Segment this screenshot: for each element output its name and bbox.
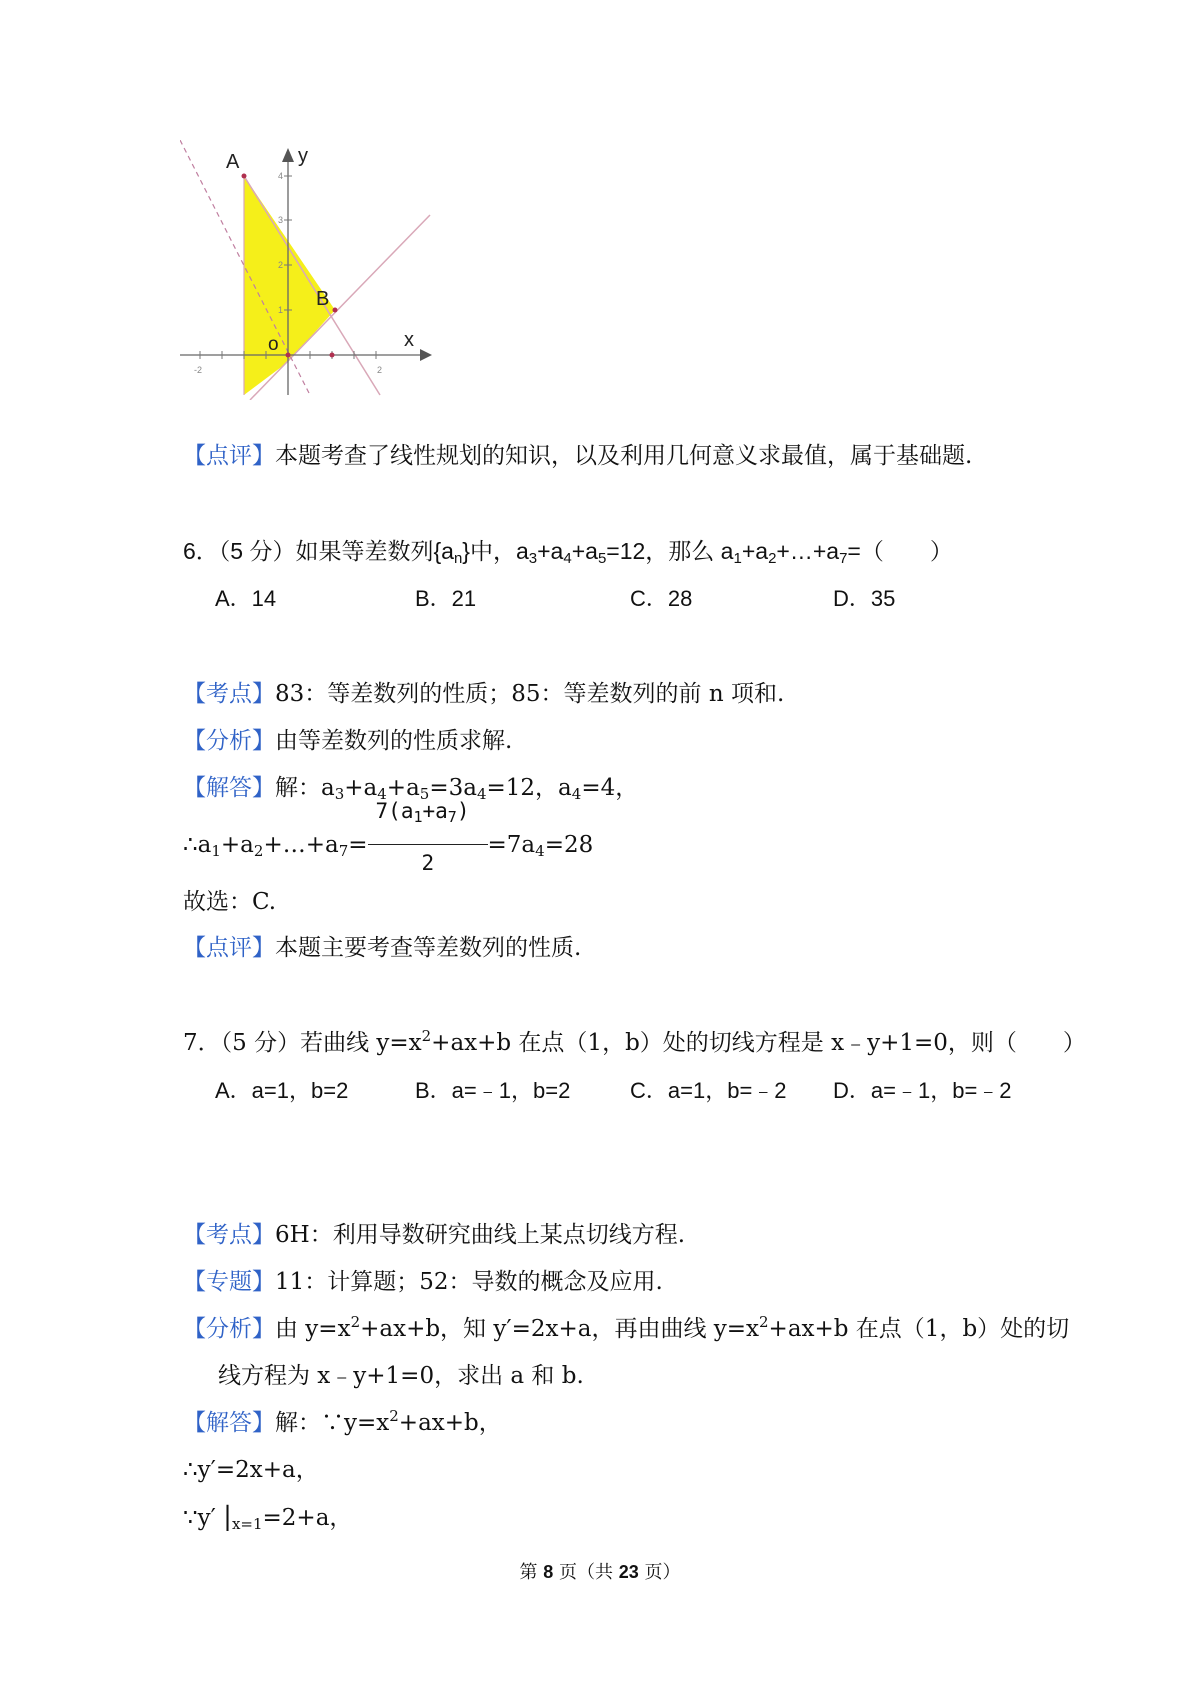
review-tag: 【点评】 [183, 443, 275, 469]
q7-answer: 【解答】解：$\because y=x^2+ax+b$， [183, 1407, 502, 1436]
q6-stem: 6．（5 分）如果等差数列$\{a_n\}$中，$a_3+a_4+a_5=12$，那么 $a_1+a_2+\dots+a_7=$（ ） [183, 538, 953, 567]
label-b: B [316, 288, 330, 310]
point-x2 [330, 353, 335, 358]
q7-stem: 7．（5 分）若曲线 $y=x^2+ax+b$ 在点（1，b）处的切线方程是 x﹣y+1=0，则（ ） [183, 1027, 1086, 1056]
page-footer: 第 8 页（共 23 页） [519, 1562, 681, 1583]
fraction: $\frac{7(a_1+a_7)}{2}$ [368, 830, 488, 860]
q6-option-d: D．35 [833, 586, 896, 611]
q6-review: 【点评】本题主要考查等差数列的性质. [183, 935, 582, 961]
q6-point: 【考点】83：等差数列的性质；85：等差数列的前 n 项和. [183, 681, 785, 707]
q6-analysis: 【分析】由等差数列的性质求解. [183, 728, 513, 754]
page-number: 8 [543, 1562, 554, 1582]
q7-option-b: B．a=﹣1，b=2 [415, 1078, 571, 1103]
tick-label-x-neg: -2 [194, 365, 203, 375]
q6-therefore: $\therefore a_1+a_2+\dots+a_7=$ $\frac{7(a_1+a_7)}{2}$ $=7a_4=28$ [183, 799, 594, 875]
q6-answer: 【解答】解：$a_3+a_4+a_5=3a_4=12$，$a_4=4$， [183, 775, 639, 803]
y-arrow [282, 148, 294, 162]
q7-analysis-line2: 线方程为 x﹣y+1=0，求出 a 和 b. [218, 1363, 584, 1389]
label-x: x [404, 329, 414, 351]
x-arrow [420, 349, 432, 361]
review-text: 本题考查了线性规划的知识，以及利用几何意义求最值，属于基础题. [275, 443, 973, 469]
q7-evaluate: ∵y′ $|_{x=1}=2+a$， [183, 1502, 353, 1533]
tick-label-y4: 4 [278, 171, 284, 181]
q6-choose: 故选：C. [183, 889, 277, 915]
total-pages: 23 [618, 1562, 639, 1582]
point-b [333, 308, 338, 313]
tick-label-x-pos: 2 [377, 365, 383, 375]
q6-option-c: C．28 [630, 586, 693, 611]
point-a [242, 174, 247, 179]
q7-option-c: C．a=1，b=﹣2 [630, 1078, 787, 1103]
q7-topic: 【专题】11：计算题；52：导数的概念及应用. [183, 1269, 663, 1295]
q6-option-a: A．14 [215, 586, 277, 611]
label-y: y [298, 145, 308, 167]
q7-derivative: ∴y′=2x+a， [183, 1457, 319, 1483]
tick-label-y3: 3 [278, 215, 284, 225]
tick-label-y2: 2 [278, 260, 284, 270]
linear-programming-figure [180, 140, 480, 400]
review-q5 [183, 441, 972, 471]
point-o [286, 353, 291, 358]
q7-point: 【考点】6H：利用导数研究曲线上某点切线方程. [183, 1222, 686, 1248]
q7-analysis: 【分析】由 $y=x^2+ax+b$，知 y′=2x+a，再由曲线 $y=x^2+ax+b$ 在点（1，b）处的切 [183, 1313, 1070, 1342]
q7-option-a: A．a=1，b=2 [215, 1078, 349, 1103]
feasible-region [244, 176, 335, 395]
label-o: o [268, 334, 279, 355]
q7-option-d: D．a=﹣1，b=﹣2 [833, 1078, 1012, 1103]
tick-label-y1: 1 [278, 305, 284, 315]
q6-option-b: B．21 [415, 586, 477, 611]
label-a: A [226, 151, 240, 173]
